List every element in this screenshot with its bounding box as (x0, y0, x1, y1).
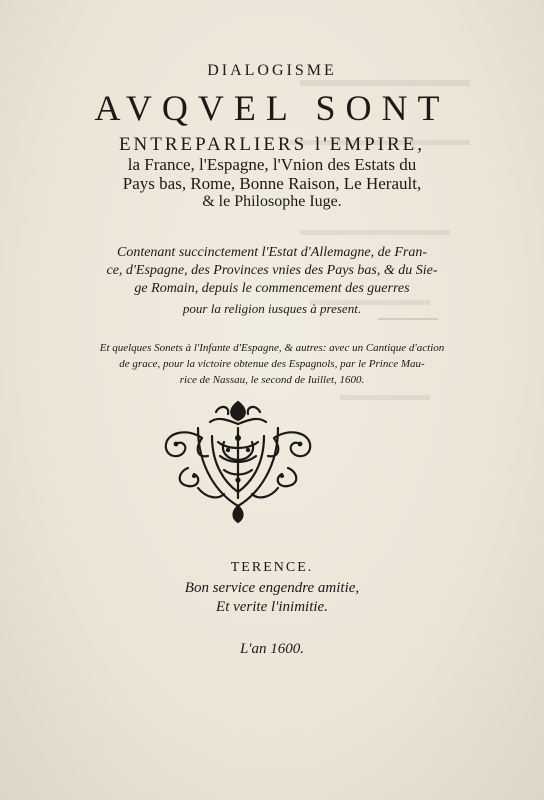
title-dialogisme: DIALOGISME (207, 62, 337, 79)
imprint-year: L'an 1600. (239, 641, 305, 657)
title-avquel-sont: AVQVEL SONT (94, 88, 450, 128)
supplement-line-3: rice de Nassau, le second de Iuillet, 1600. (179, 374, 365, 386)
supplement-line-1: Et quelques Sonets à l'Infante d'Espagne, & autres: avec un Cantique d'action (99, 342, 445, 354)
fleuron-ornament-icon (158, 398, 318, 526)
supplement-line-2: de grace, pour la victoire obtenue des Espagnols, par le Prince Mau- (119, 358, 425, 370)
epigraph-line-2: Et verite l'inimitie. (216, 599, 328, 615)
epigraph-author: TERENCE. (230, 560, 314, 575)
title-line-france: la France, l'Espagne, l'Vnion des Estats du (127, 155, 417, 174)
title-entreparliers: ENTREPARLIERS l'EMPIRE, (118, 134, 426, 155)
description-line-3: ge Romain, depuis le commencement des guerres (134, 281, 410, 296)
description-line-2: ce, d'Espagne, des Provinces vnies des Pays bas, & du Sie- (106, 263, 438, 278)
title-line-philosophe: & le Philosophe Iuge. (202, 193, 342, 210)
epigraph-line-1: Bon service engendre amitie, (184, 580, 360, 596)
title-line-pays-bas: Pays bas, Rome, Bonne Raison, Le Herault, (122, 174, 422, 193)
description-line-4: pour la religion iusques à present. (182, 301, 362, 316)
bleed-rule (378, 318, 438, 320)
description-line-1: Contenant succinctement l'Estat d'Allemagne, de Fran- (116, 245, 428, 260)
